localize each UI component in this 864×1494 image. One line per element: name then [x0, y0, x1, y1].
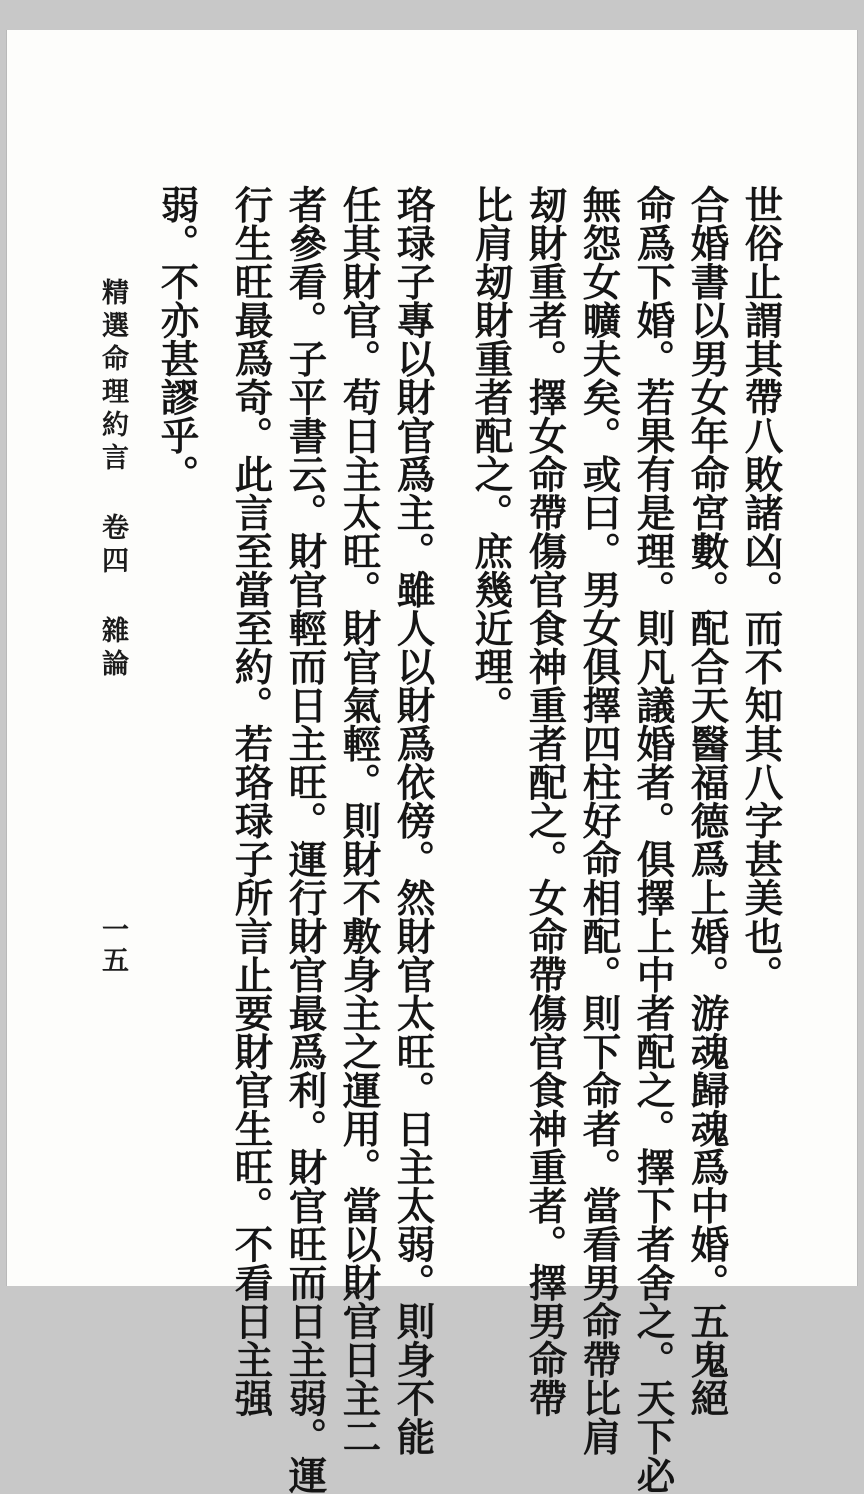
text-column-1: 世俗止謂其帶八敗諸凶。而不知其八字甚美也。 — [738, 185, 784, 994]
text-column-3: 命爲下婚。若果有是理。則凡議婚者。俱擇上中者配之。擇下者舍之。天下必 — [630, 185, 676, 1494]
text-column-10: 行生旺最爲奇。此言至當至約。若珞琭子所言止要財官生旺。不看日主强 — [228, 185, 274, 1417]
text-column-9: 者參看。子平書云。財官輕而日主旺。運行財官最爲利。財官旺而日主弱。運 — [282, 185, 328, 1494]
text-column-11: 弱。不亦甚謬乎。 — [154, 185, 200, 493]
page-number: 一五 — [97, 915, 128, 977]
text-column-8: 任其財官。苟日主太旺。財官氣輕。則財不敷身主之運用。當以財官日主二 — [336, 185, 382, 1456]
text-column-2: 合婚書以男女年命宮數。配合天醫福德爲上婚。游魂歸魂爲中婚。五鬼絕 — [684, 185, 730, 1417]
text-column-6: 比肩刼財重者配之。庶幾近理。 — [468, 185, 514, 724]
text-column-5: 刼財重者。擇女命帶傷官食神重者配之。女命帶傷官食神重者。擇男命帶 — [522, 185, 568, 1417]
text-column-4: 無怨女曠夫矣。或曰。男女俱擇四柱好命相配。則下命者。當看男命帶比肩 — [576, 185, 622, 1456]
book-page — [6, 30, 858, 1494]
text-column-7: 珞琭子專以財官爲主。雖人以財爲依傍。然財官太旺。日主太弱。則身不能 — [390, 185, 436, 1456]
running-title: 精選命理約言 卷四 雜論 — [97, 278, 128, 682]
